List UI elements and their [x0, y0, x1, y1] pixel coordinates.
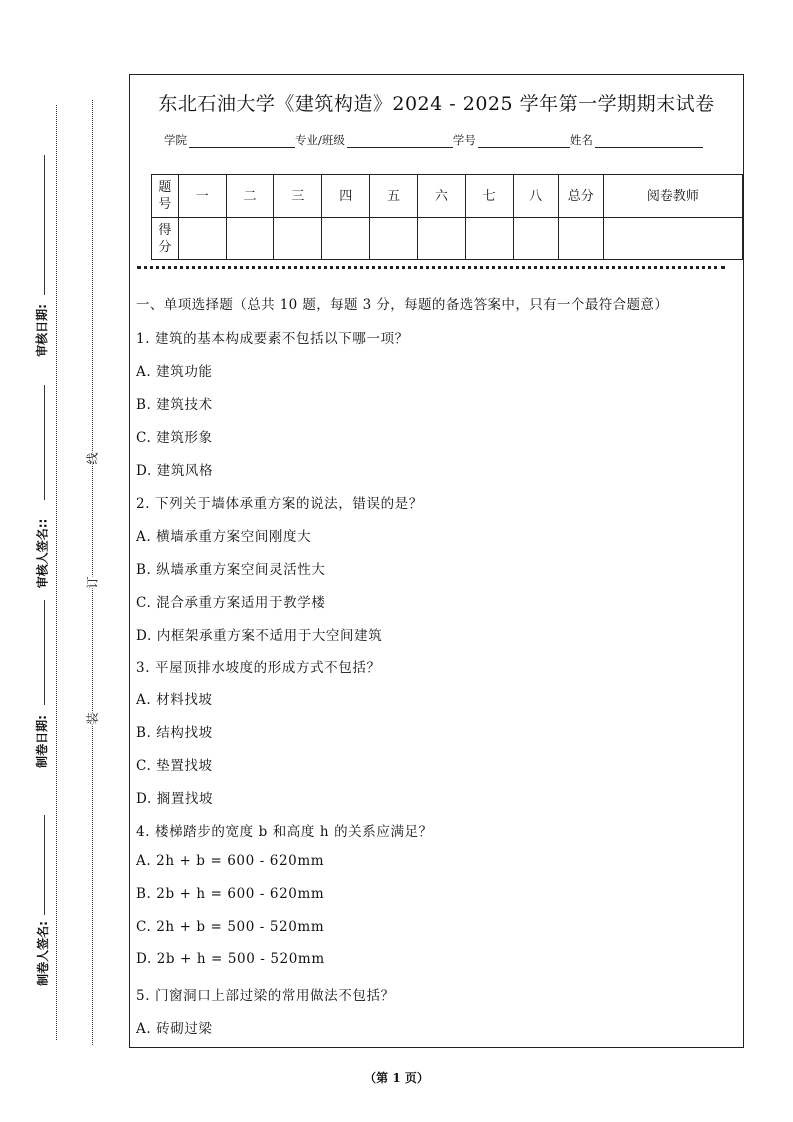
page-number-footer: （第 1 页） [364, 1071, 429, 1085]
field-college-blank[interactable] [189, 133, 295, 148]
student-info-row [164, 132, 703, 148]
score-cell[interactable] [370, 218, 418, 260]
binding-dotted-line-right [92, 100, 93, 1045]
score-table-score-row [152, 218, 743, 260]
reviewer-date-label: 审核日期: [34, 304, 49, 357]
binding-char-ding: 订 [82, 576, 103, 588]
exam-title: 东北石油大学《建筑构造》2024 - 2025 学年第一学期期末试卷 [158, 93, 715, 115]
binding-char-zhuang: 装 [82, 712, 103, 724]
option-1d: D. 建筑风格 [136, 463, 214, 479]
reviewer-date-blank [44, 155, 45, 295]
col-grader: 阅卷教师 [603, 175, 742, 218]
maker-date-label: 制卷日期: [34, 715, 49, 768]
option-5a: A. 砖砌过梁 [136, 1021, 213, 1037]
reviewer-sign-label: 审核人签名:: [35, 518, 50, 589]
option-1c: C. 建筑形象 [136, 430, 213, 446]
col-1: 一 [178, 175, 226, 218]
score-cell[interactable] [603, 218, 742, 260]
maker-sign-blank [44, 815, 45, 915]
score-cell[interactable] [417, 218, 465, 260]
field-id-label: 学号 [452, 133, 476, 147]
col-6: 六 [417, 175, 465, 218]
col-4: 四 [322, 175, 370, 218]
question-5: 5. 门窗洞口上部过梁的常用做法不包括？ [136, 988, 395, 1004]
dotted-separator [137, 266, 725, 269]
col-3: 三 [274, 175, 322, 218]
score-table-header-row [152, 175, 743, 218]
option-1a: A. 建筑功能 [136, 364, 213, 380]
question-2: 2. 下列关于墙体承重方案的说法，错误的是？ [136, 496, 423, 512]
option-4b: B. 2b + h = 600 - 620mm [136, 886, 325, 902]
option-3d: D. 搁置找坡 [136, 791, 214, 807]
field-major-blank[interactable] [347, 133, 453, 148]
score-cell[interactable] [178, 218, 226, 260]
question-1: 1. 建筑的基本构成要素不包括以下哪一项？ [136, 331, 409, 347]
option-4d: D. 2b + h = 500 - 520mm [136, 951, 325, 967]
option-3b: B. 结构找坡 [136, 725, 213, 741]
score-cell[interactable] [465, 218, 513, 260]
field-id-blank[interactable] [478, 133, 570, 148]
score-cell[interactable] [513, 218, 558, 260]
field-major-label: 专业/班级 [295, 133, 345, 147]
score-cell[interactable] [558, 218, 603, 260]
field-name-label: 姓名 [569, 133, 593, 147]
score-cell[interactable] [274, 218, 322, 260]
row-label-question-no: 题号 [152, 175, 179, 218]
col-total: 总分 [558, 175, 603, 218]
option-3a: A. 材料找坡 [136, 692, 213, 708]
binding-char-line: 线 [82, 452, 103, 464]
col-2: 二 [226, 175, 274, 218]
score-cell[interactable] [226, 218, 274, 260]
option-1b: B. 建筑技术 [136, 397, 213, 413]
option-2a: A. 横墙承重方案空间刚度大 [136, 529, 312, 545]
col-5: 五 [370, 175, 418, 218]
question-3: 3. 平屋顶排水坡度的形成方式不包括？ [136, 660, 381, 676]
field-name-blank[interactable] [595, 133, 703, 148]
option-2d: D. 内框架承重方案不适用于大空间建筑 [136, 628, 383, 644]
row-label-score: 得分 [152, 218, 179, 260]
option-4c: C. 2h + b = 500 - 520mm [136, 919, 325, 935]
reviewer-sign-blank [44, 385, 45, 500]
col-8: 八 [513, 175, 558, 218]
option-2b: B. 纵墙承重方案空间灵活性大 [136, 562, 326, 578]
maker-sign-label: 制卷人签名: [35, 921, 50, 986]
score-table [151, 174, 743, 260]
maker-date-blank [44, 600, 45, 705]
section-heading: 一、单项选择题（总共 10 题，每题 3 分，每题的备选答案中，只有一个最符合题意） [136, 297, 669, 313]
score-cell[interactable] [322, 218, 370, 260]
option-2c: C. 混合承重方案适用于教学楼 [136, 595, 326, 611]
option-4a: A. 2h + b = 600 - 620mm [136, 853, 325, 869]
binding-dotted-line-left [56, 105, 57, 1040]
option-3c: C. 垫置找坡 [136, 758, 213, 774]
question-4: 4. 楼梯踏步的宽度 b 和高度 h 的关系应满足？ [136, 824, 433, 840]
field-college-label: 学院 [164, 133, 187, 147]
col-7: 七 [465, 175, 513, 218]
exam-page-frame [129, 74, 744, 1048]
